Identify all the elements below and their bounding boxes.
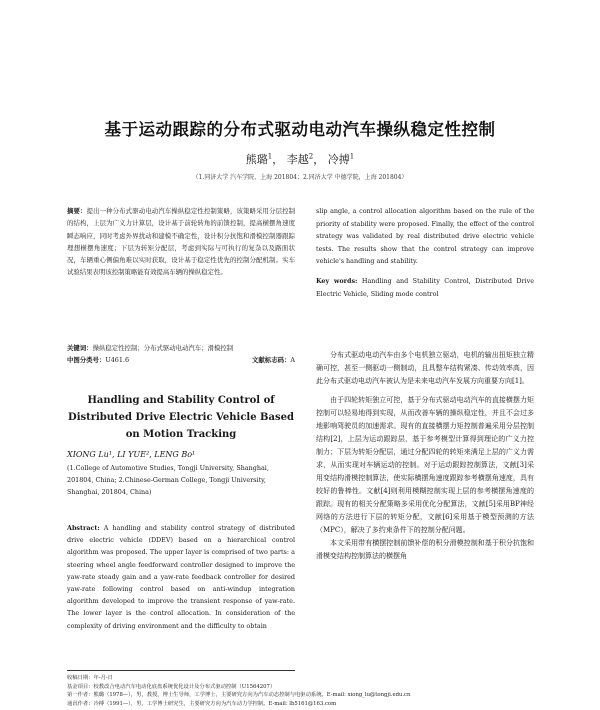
authors-cn: 熊璐$^1$， 李越$^2$， 冷搏$^1$: [245, 152, 355, 166]
abstract-en-text: A handling and stability control strategy of distributed drive electric vehicle (DDEV) based on a hierarchical control algorithm was proposed. The upper layer is comprised of two parts: a steering wheel angle feedforward controller designed to improve the yaw-rate steady gain and a yaw-rate feedback controller for desired yaw-rate following control based on anti-windup integration algorithm developed to improve the transient response of yaw-rate. The lower layer is the control allocation. In consideration of the complexity of driving environment and the difficulty to obtain: [67, 524, 295, 630]
author-2: 李越: [286, 153, 309, 166]
paper-title-en: Handling and Stability Control of Distributed Drive Electric Vehicle Based on Motion Tracking: [68, 395, 294, 440]
abstract-en-label: Abstract:: [67, 524, 100, 532]
doc-code: A: [290, 355, 295, 364]
abstract-cn-block: [67, 205, 295, 279]
footnote-corresponding-author: 通讯作者：冷搏（1991—），男，工学博士研究生，主要研究方向为汽车动力学控制。E-mail: lb5161@163.com: [67, 700, 337, 707]
abstract-cn-label: 摘要：: [67, 207, 87, 215]
author-1-mark: 1: [267, 152, 273, 161]
affiliation-en: (1.College of Automotive Studies, Tongji University, Shanghai, 201804, China; 2.Chinese-German College, Tongji University, Shanghai, 201804, China): [67, 464, 269, 496]
abstract-en-continuation: [316, 205, 534, 300]
affiliation-cn: （1.同济大学 汽车学院，上海 201804；2.同济大学 中德学院，上海 201804）: [192, 174, 408, 181]
footnote-fund: 基金项目：校教改合电动汽车电动化底盘系统优化设计及分布式驱动控制（U1564207）: [67, 683, 276, 690]
footnotes: [67, 674, 547, 708]
body-paragraph: 由于四轮转矩独立可控，基于分布式驱动电动汽车的直接横摆力矩控制可以轻易地得到实现，从而改善车辆的操纵稳定性，并且不会过多地影响驾驶员的加速需求。现有的直接横摆力矩控制普遍采用分层控制结构[2]，上层为运动跟踪层，基于参考模型计算得到理论的广义力控制力；下层为转矩分配层，通过分配四轮的转矩来满足上层的广义力需求，从而实现对车辆运动的控制。对于运动跟踪控制算法，文献[3]采用变结构滑模控制算法，使实际横摆角速度跟踪参考横摆角速度，具有较好的鲁棒性。文献[4]则利用模糊控制实现上层的参考横摆角速度的跟踪。现有的相关分配策略多采用优化分配算法，文献[5]采用BP神经网络的方法进行下层的转矩分配，文献[6]采用基于模型预测的方法（MPC），解决了多约束条件下的控制分配问题。: [316, 396, 534, 534]
abstract-en-cont-text: slip angle, a control allocation algorithm based on the rule of the priority of stability were proposed. Finally, the effect of the control strategy was validated by real distributed drive electric vehicle tests. The results show that the control strategy can improve vehicle's handling and stability.: [316, 207, 534, 266]
author-3: 冷搏: [327, 153, 350, 166]
clc-code: U461.6: [105, 355, 130, 364]
doc-code-label: 文献标志码：: [252, 355, 291, 364]
keywords-cn-text: 操纵稳定性控制；分布式驱动电动汽车；滑模控制: [92, 344, 234, 352]
footnote-first-author: 第一作者：熊璐（1978—），男，教授，博士生导师，工学博士，主要研究方向为汽车动态控制与电驱动系统。E-mail: xiong_lu@tongji.edu.cn: [67, 692, 411, 698]
author-3-mark: 1: [349, 152, 355, 161]
body-paragraph: 本文采用带有横摆控制前馈补偿的积分滑模控制和基于积分抗饱和滑模变结构控制算法的横摆角: [316, 539, 534, 560]
abstract-en-block: [67, 522, 295, 632]
body-text-cn: [316, 349, 534, 563]
authors-en: XIONG Lu¹, LI YUE², LENG Bo¹: [67, 450, 196, 459]
abstract-cn-text: 提出一种分布式驱动电动汽车操纵稳定性控制策略，该策略采用分层控制的结构，上层为广义力计算层，设计基于前轮转角的前馈控制，提高横摆角速度瞬态响应，同时考虑外界扰动和建模不确定性，设计积分抗饱和滑模控制器跟踪理想横摆角速度；下层为转矩分配层，考虑到实际与可执行的复杂以及路面状况，车辆重心侧偏角难以实时获取，设计基于稳定性优先的控制分配机制。实车试验结果表明该控制策略能有效提高车辆的操纵稳定性。: [67, 207, 296, 277]
footnote-received: 收稿日期：年-月-日: [67, 675, 113, 681]
body-paragraph: 分布式驱动电动汽车由多个电机独立驱动，电机的输出扭矩独立精确可控，甚至一侧驱动一侧制动，且具整车结构紧凑、传动效率高，因此分布式驱动电动汽车被认为是未来电动汽车发展方向重要方向[1]。: [316, 351, 534, 385]
keywords-cn-label: 关键词：: [67, 344, 93, 352]
keywords-en-label: Key words:: [316, 276, 358, 285]
author-2-mark: 2: [308, 152, 314, 161]
keywords-en-text: Handling and Stability Control, Distributed Drive Electric Vehicle, Sliding mode control: [316, 276, 534, 298]
footnote-divider: [67, 670, 295, 671]
clc-label: 中图分类号：: [67, 355, 106, 364]
paper-title-cn: 基于运动跟踪的分布式驱动电动汽车操纵稳定性控制: [104, 120, 496, 139]
keywords-cn-block: [67, 343, 295, 366]
author-1: 熊璐: [245, 153, 268, 166]
